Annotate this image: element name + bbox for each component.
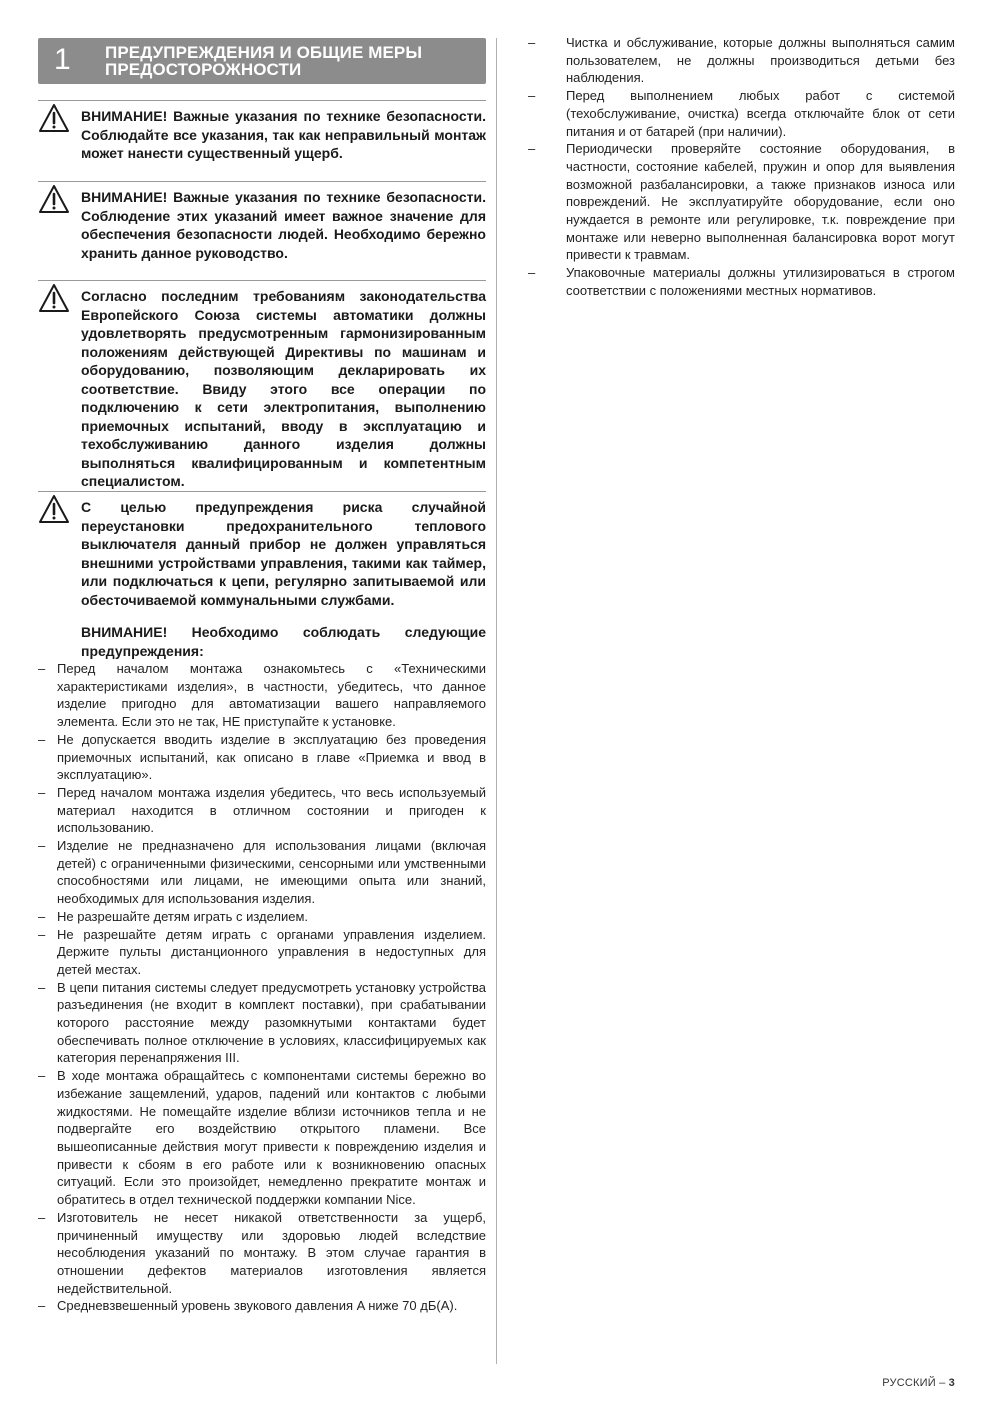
warning-triangle-icon	[38, 283, 70, 313]
list-item	[38, 660, 486, 731]
list-item-text: В цепи питания системы следует предусмотреть установку устройства разъединения (не входит в комплект поставки), при срабатывании которого расстояние между разомкнутыми контактами будет обеспечивать полное отключение в условиях, классифицируемых как категория перенапряжения III.	[57, 979, 486, 1066]
warning-block-2	[38, 181, 486, 276]
list-item-text: Не разрешайте детям играть с органами управления изделием. Держите пульты дистанционного управления в недоступных для детей местах.	[57, 926, 486, 977]
warning-triangle-icon	[38, 494, 70, 524]
dash-bullet: –	[38, 908, 46, 924]
dash-bullet: –	[528, 141, 536, 157]
list-item-text: Перед началом монтажа ознакомьтесь с «Техническими характеристиками изделия», в частности, убедитесь, что данное изделие пригодно для автоматизации вашего направляемого элемента. Если это не так, НЕ приступайте к установке.	[57, 661, 486, 730]
dash-bullet: –	[528, 35, 536, 50]
warning-text: ВНИМАНИЕ! Важные указания по технике безопасности. Соблюдайте все указания, так как неправильный монтаж может нанести существенный ущерб.	[81, 108, 486, 161]
list-item-text: Изготовитель не несет никакой ответственности за ущерб, причиненный имуществу или здоровью людей вследствие несоблюдения указаний по монтажу. В этом случае гарантия в отношении дефектов материалов изготовления является недействительной.	[57, 1209, 486, 1296]
dash-bullet: –	[38, 1068, 46, 1084]
list-item-text: В ходе монтажа обращайтесь с компонентами системы бережно во избежание защемлений, ударов, падений или контактов с любыми жидкостями. Не помещайте изделие вблизи источников тепла и не подвергайте его воздействию открытого пламени. Все вышеописанные действия могут привести к повреждению изделия и привести к сбоям в его работе или к возникновению опасных ситуаций. Если это произойдет, немедленно прекратите монтаж и обратитесь в отдел технической поддержки компании Nice.	[57, 1068, 486, 1208]
dash-bullet: –	[528, 265, 536, 281]
right-column	[528, 34, 955, 300]
dash-bullet: –	[38, 731, 46, 747]
left-column	[38, 100, 486, 1315]
list-item-text: Не допускается вводить изделие в эксплуатацию без проведения приемочных испытаний, как описано в главе «Приемка и ввод в эксплуатацию».	[57, 731, 486, 783]
footer-language: РУССКИЙ	[882, 1377, 936, 1389]
right-warning-list	[528, 34, 955, 300]
list-item	[528, 140, 955, 264]
warning-text: ВНИМАНИЕ! Важные указания по технике безопасности. Соблюдение этих указаний имеет важное значение для обеспечения безопасности людей. Необходимо бережно хранить данное руководство.	[81, 189, 486, 261]
list-item-text: Средневзвешенный уровень звукового давления A ниже 70 дБ(A).	[57, 1298, 458, 1314]
list-item	[38, 837, 486, 908]
warning-block-3	[38, 280, 486, 487]
dash-bullet: –	[38, 661, 46, 676]
section-title: ПРЕДУПРЕЖДЕНИЯ И ОБЩИЕ МЕРЫ ПРЕДОСТОРОЖНОСТИ	[105, 43, 423, 79]
dash-bullet: –	[38, 784, 46, 800]
list-item-text: Перед началом монтажа изделия убедитесь, что весь используемый материал находится в отличном состоянии и пригоден к использованию.	[57, 784, 486, 836]
warning-text: Согласно последним требованиям законодательства Европейского Союза системы автоматики должны удовлетворять предусмотренным гармонизированным положениям действующей Директивы по машинам и оборудованию, позволяющим декларировать их соответствие. Ввиду этого все операции по подключению к сети электропитания, выполнению приемочных испытаний, вводу в эксплуатацию и техобслуживанию данного изделия должны выполняться квалифицированным и компетентным специалистом.	[81, 288, 486, 489]
dash-bullet: –	[38, 838, 46, 854]
list-item-text: Периодически проверяйте состояние оборудования, в частности, состояние кабелей, пружин и опор для выявления возможной разбалансировки, а также признаков износа или повреждений. Не эксплуатируйте оборудование, если оно нуждается в ремонте или регулировке, т.к. повреждение при монтаже или неверно выполненная балансировка ворот могут привести к травмам.	[566, 141, 955, 263]
list-item	[528, 264, 955, 299]
warning-text: С целью предупреждения риска случайной переустановки предохранительного теплового выключателя данный прибор не должен управляться внешними устройствами управления, такими как таймер, или подключаться к цепи, регулярно запитываемой или обесточиваемой коммунальными службами.	[81, 499, 486, 608]
section-header	[38, 38, 486, 84]
attention-heading: ВНИМАНИЕ! Необходимо соблюдать следующие предупреждения:	[81, 624, 486, 659]
warning-triangle-icon	[38, 184, 70, 214]
list-item	[38, 731, 486, 784]
left-warning-list	[38, 660, 486, 1315]
warning-block-4	[38, 491, 486, 609]
list-item	[528, 34, 955, 87]
list-item	[38, 1297, 486, 1315]
dash-bullet: –	[38, 1209, 46, 1225]
dash-bullet: –	[528, 88, 536, 104]
section-number: 1	[54, 43, 71, 76]
list-item-text: Упаковочные материалы должны утилизироваться в строгом соответствии с положениями местных нормативов.	[566, 265, 955, 298]
list-item	[38, 1209, 486, 1298]
list-item-text: Не разрешайте детям играть с изделием.	[57, 908, 309, 924]
list-item-text: Чистка и обслуживание, которые должны выполняться самим пользователем, не должны производиться детьми без наблюдения.	[566, 35, 955, 86]
dash-bullet: –	[38, 1298, 46, 1314]
column-divider	[496, 38, 497, 1364]
dash-bullet: –	[38, 926, 46, 942]
list-item	[38, 979, 486, 1068]
dash-bullet: –	[38, 979, 46, 995]
footer-separator: –	[935, 1377, 949, 1389]
page-number: 3	[948, 1377, 955, 1389]
warning-block-1	[38, 100, 486, 177]
list-item	[38, 926, 486, 979]
list-item-text: Перед выполнением любых работ с системой (техобслуживание, очистка) всегда отключайте блок от сети питания и от батарей (при наличии).	[566, 88, 955, 139]
page-footer	[882, 1377, 955, 1389]
warning-triangle-icon	[38, 103, 70, 133]
list-item	[38, 784, 486, 837]
list-item	[528, 87, 955, 140]
list-item	[38, 1067, 486, 1209]
list-item-text: Изделие не предназначено для использования лицами (включая детей) с ограниченными физическими, сенсорными или умственными способностями или лицами, не имеющими опыта или знаний, необходимых для использования изделия.	[57, 838, 486, 907]
list-item	[38, 908, 486, 926]
